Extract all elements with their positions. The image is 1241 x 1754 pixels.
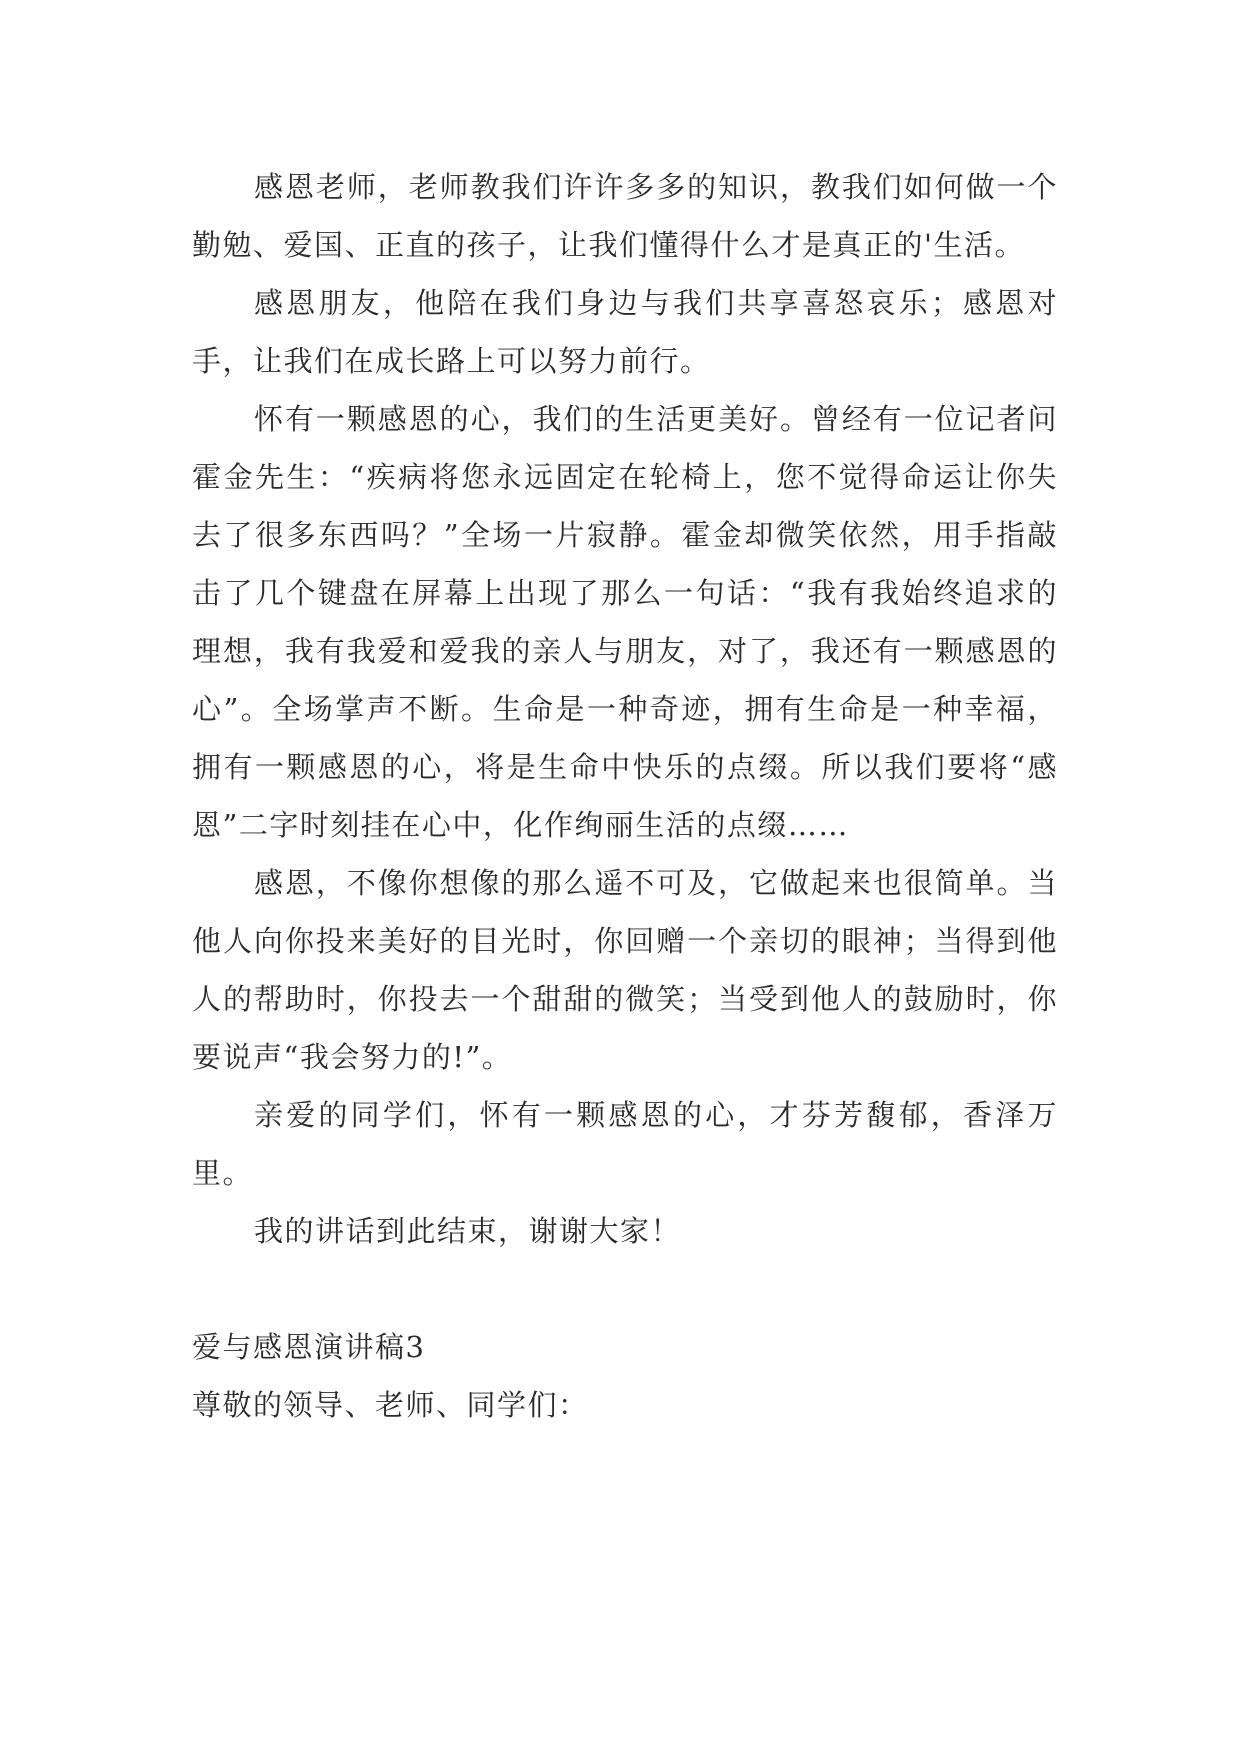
- document-body: [192, 158, 1058, 1434]
- paragraph-dear-classmates: 亲爱的同学们，怀有一颗感恩的心，才芬芳馥郁，香泽万里。: [192, 1098, 1058, 1190]
- paragraph-gratitude-simple: 感恩，不像你想像的那么遥不可及，它做起来也很简单。当他人向你投来美好的目光时，你回赠一个亲切的眼神；当得到他人的帮助时，你投去一个甜甜的微笑；当受到他人的鼓励时，你要说声“我会努力的!”。: [192, 866, 1058, 1074]
- salutation: 尊敬的领导、老师、同学们：: [192, 1388, 589, 1422]
- paragraph-hawking-story: 怀有一颗感恩的心，我们的生活更美好。曾经有一位记者问霍金先生：“疾病将您永远固定在轮椅上，您不觉得命运让你失去了很多东西吗？”全场一片寂静。霍金却微笑依然，用手指敲击了几个键盘在屏幕上出现了那么一句话：“我有我始终追求的理想，我有我爱和爱我的亲人与朋友，对了，我还有一颗感恩的心”。全场掌声不断。生命是一种奇迹，拥有生命是一种幸福，拥有一颗感恩的心，将是生命中快乐的点缀。所以我们要将“感恩”二字时刻挂在心中，化作绚丽生活的点缀……: [192, 402, 1058, 842]
- section-spacer: [192, 1260, 1058, 1318]
- paragraph-thank-friends: 感恩朋友，他陪在我们身边与我们共享喜怒哀乐；感恩对手，让我们在成长路上可以努力前行。: [192, 286, 1058, 378]
- paragraph-closing: 我的讲话到此结束，谢谢大家！: [254, 1214, 682, 1248]
- section-title: 爱与感恩演讲稿3: [192, 1330, 426, 1364]
- paragraph-thank-teachers: 感恩老师，老师教我们许许多多的知识，教我们如何做一个勤勉、爱国、正直的孩子，让我们懂得什么才是真正的'生活。: [192, 170, 1058, 262]
